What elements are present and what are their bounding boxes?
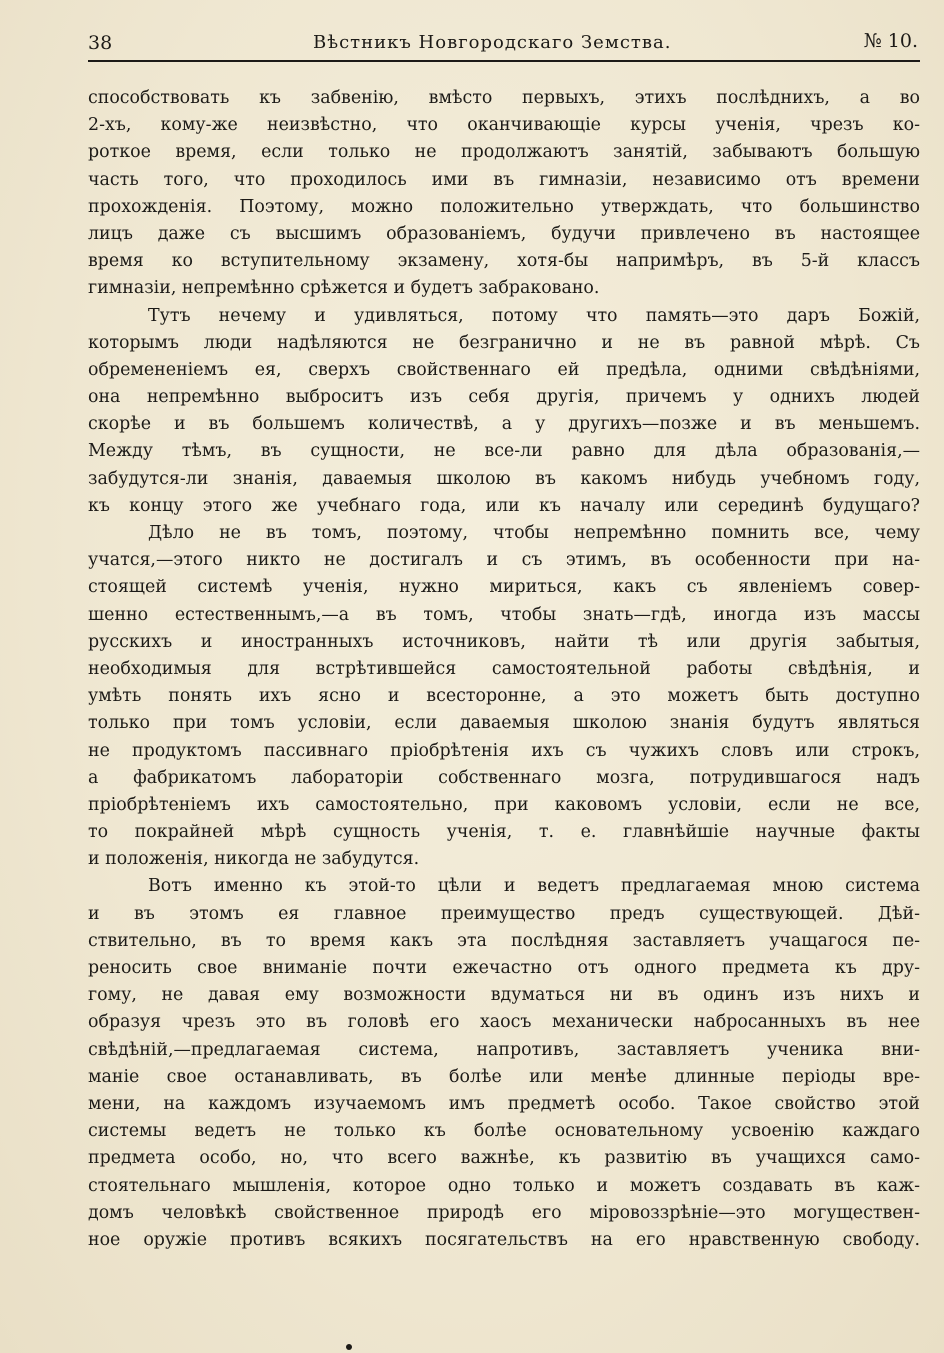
text-line: то покрайней мѣрѣ сущность ученія, т. е. главнѣйшіе научные факты (88, 822, 920, 843)
text-line: не продуктомъ пассивнаго пріобрѣтенія ихъ съ чужихъ словъ или строкъ, (88, 740, 920, 761)
text-line: лицъ даже съ высшимъ образованіемъ, будучи привлечено въ настоящее (88, 223, 920, 244)
text-line: свѣдѣній,—предлагаемая система, напротивъ, заставляетъ ученика вни- (88, 1039, 920, 1060)
text-line: только при томъ условіи, если даваемыя школою знанія будутъ являться (88, 713, 920, 734)
text-line: скорѣе и въ большемъ количествѣ, а у другихъ—позже и въ меньшемъ. (88, 414, 920, 435)
running-title: Вѣстникъ Новгородскаго Земства. (313, 32, 672, 53)
text-line: прохожденія. Поэтому, можно положительно утверждать, что большинство (88, 196, 920, 217)
text-line: стоящей системѣ ученія, нужно мириться, какъ съ явленіемъ совер- (88, 577, 920, 598)
text-line: роткое время, если только не продолжаютъ занятій, забываютъ большую (88, 142, 920, 163)
text-line: реносить свое вниманіе почти ежечастно отъ одного предмета къ дру- (88, 958, 920, 978)
text-line: ствительно, въ то время какъ эта послѣдняя заставляетъ учащагося пе- (88, 930, 920, 951)
text-line: 2-хъ, кому-же неизвѣстно, что оканчивающіе курсы ученія, чрезъ ко- (88, 115, 920, 136)
text-line: системы ведетъ не только къ болѣе основательному усвоенію каждаго (88, 1121, 920, 1142)
text-line: она непремѣнно выброситъ изъ себя другія, причемъ у однихъ людей (88, 387, 920, 408)
text-line: обремененіемъ ея, сверхъ свойственнаго ей предѣла, одними свѣдѣніями, (88, 359, 920, 380)
issue-number: № 10. (863, 30, 918, 52)
ink-dot (346, 1344, 352, 1350)
text-line: Дѣло не въ томъ, поэтому, чтобы непремѣнно помнить все, чему (148, 523, 920, 543)
text-line: русскихъ и иностранныхъ источниковъ, найти тѣ или другія забытыя, (88, 631, 920, 652)
page-header (88, 24, 920, 62)
text-line: учатся,—этого никто не достигалъ и съ этимъ, въ особенности при на- (88, 550, 920, 571)
text-line: способствовать къ забвенію, вмѣсто первыхъ, этихъ послѣднихъ, а во (88, 88, 920, 108)
text-line: Вотъ именно къ этой-то цѣли и ведетъ предлагаемая мною система (148, 876, 920, 897)
text-line: образуя чрезъ это въ головѣ его хаосъ механически набросанныхъ въ нее (88, 1012, 920, 1033)
text-line: а фабрикатомъ лабораторіи собственнаго мозга, потрудившагося надъ (88, 767, 920, 788)
text-line: ное оружіе противъ всякихъ посягательствъ на его нравственную свободу. (88, 1229, 920, 1250)
text-line: и положенія, никогда не забудутся. (88, 849, 420, 870)
text-line: домъ человѣкѣ свойственное природѣ его міровоззрѣніе—это могуществен- (88, 1202, 920, 1223)
text-line: стоятельнаго мышленія, которое одно только и можетъ создавать въ каж- (88, 1175, 920, 1196)
body-text (88, 85, 920, 1254)
text-line: необходимыя для встрѣтившейся самостоятельной работы свѣдѣнія, и (88, 658, 920, 679)
text-line: часть того, что проходилось ими въ гимназіи, независимо отъ времени (88, 169, 920, 190)
text-line: гимназіи, непремѣнно срѣжется и будетъ забраковано. (88, 278, 600, 299)
text-line: Тутъ нечему и удивляться, потому что память—это даръ Божій, (148, 305, 920, 326)
text-line: шенно естественнымъ,—а въ томъ, чтобы знать—гдѣ, иногда изъ массы (88, 604, 920, 625)
text-line: Между тѣмъ, въ сущности, не все-ли равно для дѣла образованія,— (88, 441, 920, 462)
text-line: мени, на каждомъ изучаемомъ имъ предметѣ особо. Такое свойство этой (88, 1093, 920, 1114)
text-line: пріобрѣтеніемъ ихъ самостоятельно, при каковомъ условіи, если не все, (88, 794, 920, 815)
text-line: которымъ люди надѣляются не безгранично и не въ равной мѣрѣ. Съ (88, 332, 920, 353)
text-line: гому, не давая ему возможности вдуматься ни въ одинъ изъ нихъ и (88, 985, 920, 1006)
text-line: маніе свое останавливать, въ болѣе или менѣе длинные періоды вре- (88, 1066, 920, 1087)
page-number: 38 (88, 32, 113, 54)
text-line: и въ этомъ ея главное преимущество предъ существующей. Дѣй- (88, 903, 920, 924)
text-line: предмета особо, но, что всего важнѣе, къ развитію въ учащихся само- (88, 1148, 920, 1169)
text-line: умѣть понять ихъ ясно и всесторонне, а это можетъ быть доступно (88, 686, 920, 707)
text-line: время ко вступительному экзамену, хотя-бы напримѣръ, въ 5-й классъ (88, 251, 920, 272)
text-line: къ концу этого же учебнаго года, или къ началу или серединѣ будущаго? (88, 495, 920, 516)
text-line: забудутся-ли знанія, даваемыя школою въ какомъ нибудь учебномъ году, (88, 468, 920, 489)
